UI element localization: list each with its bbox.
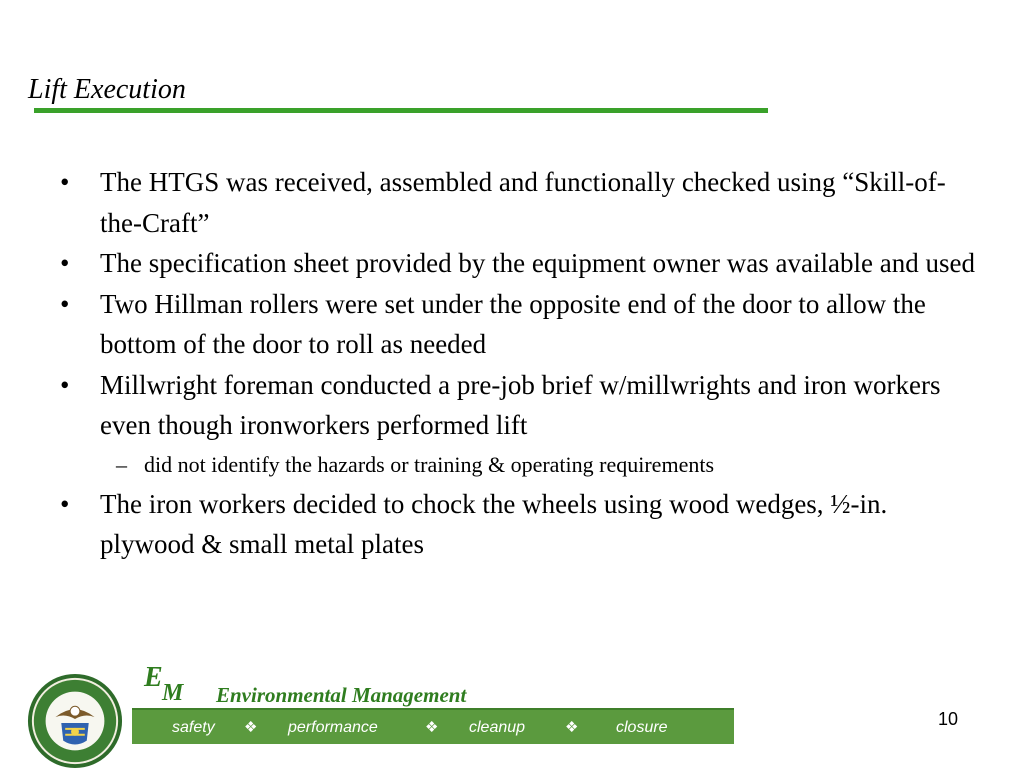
bullet-marker: • bbox=[60, 369, 70, 400]
footer-item-cleanup: cleanup bbox=[469, 719, 526, 736]
bullet-item bbox=[60, 162, 980, 243]
bullet-item bbox=[60, 365, 980, 484]
sub-bullet-text: did not identify the hazards or training & operating requirements bbox=[144, 451, 715, 477]
separator-icon: ❖ bbox=[244, 719, 258, 736]
bullet-item bbox=[60, 243, 980, 284]
footer-item-safety: safety bbox=[172, 719, 215, 736]
title-underline bbox=[34, 108, 768, 113]
bullet-text: The HTGS was received, assembled and functionally checked using “Skill-of-the-Craft” bbox=[100, 167, 946, 238]
footer-item-performance: performance bbox=[288, 719, 378, 736]
bullet-text: The specification sheet provided by the equipment owner was available and used bbox=[100, 248, 975, 278]
bullet-marker: • bbox=[60, 167, 70, 197]
bullet-marker: • bbox=[60, 288, 70, 319]
doe-seal-icon bbox=[26, 672, 124, 770]
bullet-list bbox=[60, 162, 980, 565]
separator-icon: ❖ bbox=[565, 719, 579, 736]
bullet-marker: • bbox=[60, 248, 70, 278]
em-logo-e: E bbox=[144, 662, 163, 693]
page-number: 10 bbox=[938, 709, 959, 729]
bullet-text: The iron workers decided to chock the wheels using wood wedges, ½-in. plywood & small metal plates bbox=[100, 488, 888, 559]
sub-bullet-item bbox=[100, 446, 980, 484]
sub-bullet-list bbox=[100, 446, 980, 484]
bullet-item bbox=[60, 484, 980, 565]
footer-item-closure: closure bbox=[616, 719, 668, 736]
slide-title: Lift Execution bbox=[28, 74, 186, 105]
organization-name: Environmental Management bbox=[216, 683, 467, 707]
footer-bar bbox=[132, 708, 734, 744]
em-logo-m: M bbox=[162, 680, 184, 706]
sub-bullet-marker: – bbox=[116, 451, 127, 477]
bullet-item bbox=[60, 284, 980, 365]
separator-icon: ❖ bbox=[425, 719, 439, 736]
bullet-text: Two Hillman rollers were set under the opposite end of the door to allow the bottom of the door to roll as needed bbox=[100, 288, 926, 359]
bullet-marker: • bbox=[60, 488, 70, 519]
bullet-text: Millwright foreman conducted a pre-job brief w/millwrights and iron workers even though ironworkers performed lift bbox=[100, 369, 941, 440]
